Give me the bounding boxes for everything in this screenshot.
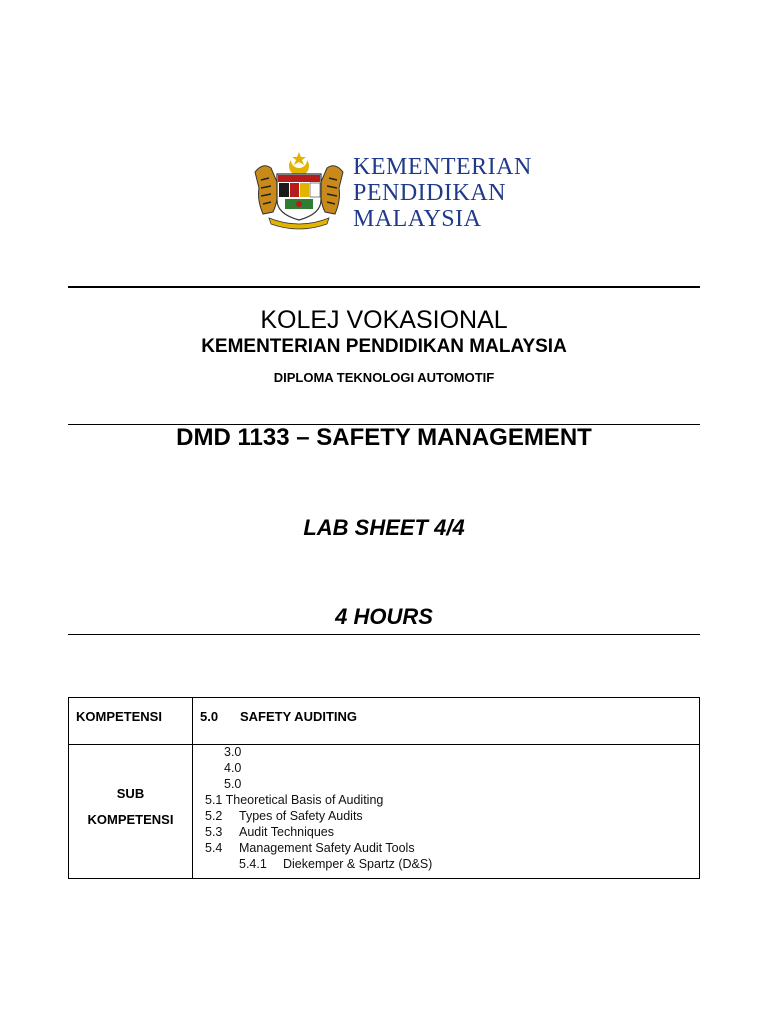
list-item: [224, 760, 241, 776]
sub-kompetensi-list: [193, 744, 699, 879]
list-item-number: 5.4: [205, 841, 223, 855]
list-item-number: 5.4.1: [239, 857, 267, 871]
list-item-number: 5.0: [224, 777, 242, 791]
list-item-number: 5.2: [205, 809, 223, 823]
list-item-number: 4.0: [224, 761, 242, 775]
list-item: [239, 856, 432, 872]
list-item-text: Management Safety Audit Tools: [239, 841, 415, 855]
kompetensi-title: SAFETY AUDITING: [240, 709, 358, 724]
list-item-text: Types of Safety Audits: [239, 809, 363, 823]
coat-of-arms-icon: [249, 152, 349, 230]
list-item: [205, 792, 383, 808]
list-item: [224, 744, 241, 760]
list-item-text: Audit Techniques: [239, 825, 334, 839]
list-item-number: 5.3: [205, 825, 223, 839]
list-item-text: Diekemper & Spartz (D&S): [283, 857, 433, 871]
lab-sheet-title: LAB SHEET 4/4: [303, 515, 465, 540]
competency-table: [68, 697, 700, 879]
logo-line-3: MALAYSIA: [353, 206, 482, 232]
list-item-number: 3.0: [224, 745, 242, 759]
list-item: [205, 824, 334, 840]
diploma-title: DIPLOMA TEKNOLOGI AUTOMOTIF: [273, 370, 495, 385]
kompetensi-label: KOMPETENSI: [69, 698, 193, 744]
bottom-divider: [68, 634, 700, 635]
list-item: [224, 776, 241, 792]
sub-label-line-2: KOMPETENSI: [87, 812, 174, 827]
kompetensi-value: [200, 709, 357, 724]
list-item-number: 5.1: [205, 793, 223, 807]
logo-wordmark: [353, 154, 532, 232]
list-item: [205, 840, 415, 856]
sub-label-line-1: SUB: [116, 786, 145, 801]
ministry-title: KEMENTERIAN PENDIDIKAN MALAYSIA: [201, 336, 567, 357]
ministry-logo: [249, 148, 532, 234]
table-row: [69, 698, 699, 745]
list-item-text: Theoretical Basis of Auditing: [225, 793, 384, 807]
hours-title: 4 HOURS: [335, 604, 433, 629]
logo-line-2: PENDIDIKAN: [353, 180, 506, 206]
kompetensi-number: 5.0: [200, 709, 219, 724]
top-divider: [68, 286, 700, 288]
list-item: [205, 808, 363, 824]
logo-line-1: KEMENTERIAN: [353, 154, 532, 180]
course-title: DMD 1133 – SAFETY MANAGEMENT: [176, 424, 592, 451]
sub-kompetensi-label: [69, 744, 193, 879]
college-title: KOLEJ VOKASIONAL: [260, 306, 508, 334]
